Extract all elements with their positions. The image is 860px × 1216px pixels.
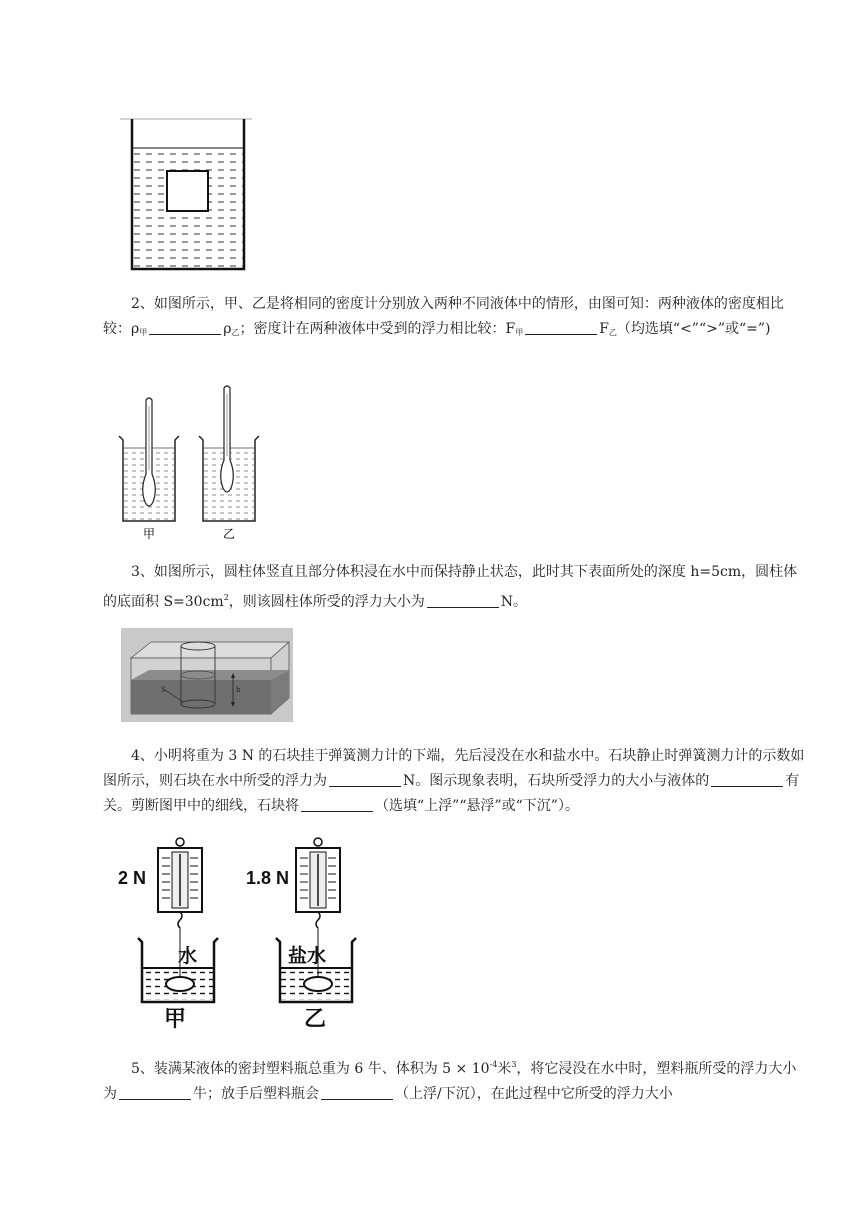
question-text: 如图所示，圆柱体竖直且部分体积浸在水中而保持静止状态，此时其下表面所处的深度 h=5cm，圆柱体的底面积 S=30cm: [103, 564, 798, 610]
question-text: （上浮/下沉），在此过程中它所受的浮力大小: [395, 1086, 673, 1102]
answer-blank[interactable]: [301, 797, 373, 812]
question-2: 2、如图所示，甲、乙是将相同的密度计分别放入两种不同液体中的情形，由图可知：两种液体的密度相比较：$\rho_甲$ $\rho_乙$；密度计在两种液体中受到的浮力相比较：$F_甲$ $F_乙$（均选填“<”“>”或“=”): [103, 296, 784, 337]
answer-blank[interactable]: [427, 593, 499, 608]
figure-spring-scales: [118, 836, 368, 1030]
answer-blank[interactable]: [329, 772, 401, 787]
figure-hydrometers: [115, 384, 275, 544]
subscript: 甲: [515, 328, 524, 337]
figure-cylinder-tank: [121, 628, 293, 722]
answer-blank[interactable]: [149, 320, 221, 335]
question-number: 4: [131, 748, 140, 764]
superscript: -4: [489, 1060, 498, 1069]
question-text: ，则该圆柱体所受的浮力大小为: [228, 594, 425, 610]
question-text: （均选填“<”“>”或“=”): [616, 321, 771, 337]
label-s: S: [161, 686, 166, 694]
answer-blank[interactable]: [119, 1085, 191, 1100]
question-text: 装满某液体的密封塑料瓶总重为 6 牛、体积为 5 × 10: [153, 1061, 490, 1077]
subscript: 乙: [608, 328, 617, 337]
question-number: 2: [131, 296, 140, 312]
question-text: ；密度计在两种液体中受到的浮力相比较：F: [239, 321, 516, 337]
question-4: 4、小明将重为 3 N 的石块挂于弹簧测力计的下端，先后浸没在水和盐水中。石块静止时弹簧测力计的示数如图所示，则石块在水中所受的浮力为 N。图示现象表明，石块所受浮力的大小与液体的 有关。剪断图甲中的细线，石块将 （选填“上浮”“悬浮”或“下沉”）。: [103, 748, 805, 814]
label-yi: 乙: [304, 1006, 327, 1030]
question-text: N。: [500, 594, 528, 610]
subscript: 甲: [139, 328, 148, 337]
question-text: 如图所示，甲、乙是将相同的密度计分别放入两种不同液体中的情形，由图可知：两种液体的密度相比较：ρ: [103, 296, 784, 337]
superscript: 3: [511, 1060, 517, 1069]
subscript: 乙: [231, 328, 240, 337]
label-jia: 甲: [164, 1006, 187, 1030]
answer-blank[interactable]: [525, 320, 597, 335]
figure-container-block: [120, 118, 260, 274]
question-text: 有关。剪断图甲中的细线，石块将: [103, 773, 800, 814]
question-text: ，将它浸没在水中时，塑料瓶所受的浮力大小为: [103, 1061, 797, 1102]
superscript: 2: [223, 593, 229, 602]
answer-blank[interactable]: [321, 1085, 393, 1100]
question-3: 3、如图所示，圆柱体竖直且部分体积浸在水中而保持静止状态，此时其下表面所处的深度 h=5cm，圆柱体的底面积 $S=30cm^2$，则该圆柱体所受的浮力大小为 N。: [103, 564, 798, 610]
question-text: 牛；放手后塑料瓶会: [193, 1086, 319, 1102]
liquid-label-left: 水: [178, 945, 198, 967]
question-text: （选填“上浮”“悬浮”或“下沉”）。: [375, 798, 579, 814]
question-text: N。图示现象表明，石块所受浮力的大小与液体的: [403, 773, 710, 789]
symbol: ρ: [223, 321, 232, 337]
question-text: 小明将重为 3 N 的石块挂于弹簧测力计的下端，先后浸没在水和盐水中。石块静止时弹簧测力计的示数如图所示，则石块在水中所受的浮力为: [103, 748, 805, 789]
liquid-label-right: 盐水: [288, 945, 327, 967]
question-number: 3: [131, 564, 140, 580]
question-number: 5: [131, 1061, 140, 1077]
label-yi: 乙: [223, 527, 236, 541]
question-5: 5、装满某液体的密封塑料瓶总重为 6 牛、体积为 $5 \times 10^{-4}$米$^3$，将它浸没在水中时，塑料瓶所受的浮力大小为 牛；放手后塑料瓶会 （上浮/下沉），在此过程中它所受的浮力大小: [103, 1060, 797, 1102]
reading-right: 1.8 N: [246, 868, 290, 888]
reading-left: 2 N: [118, 868, 147, 888]
question-text: 米: [497, 1061, 512, 1077]
answer-blank[interactable]: [711, 772, 783, 787]
label-h: h: [236, 686, 241, 694]
label-jia: 甲: [143, 527, 156, 541]
symbol: F: [599, 321, 609, 337]
